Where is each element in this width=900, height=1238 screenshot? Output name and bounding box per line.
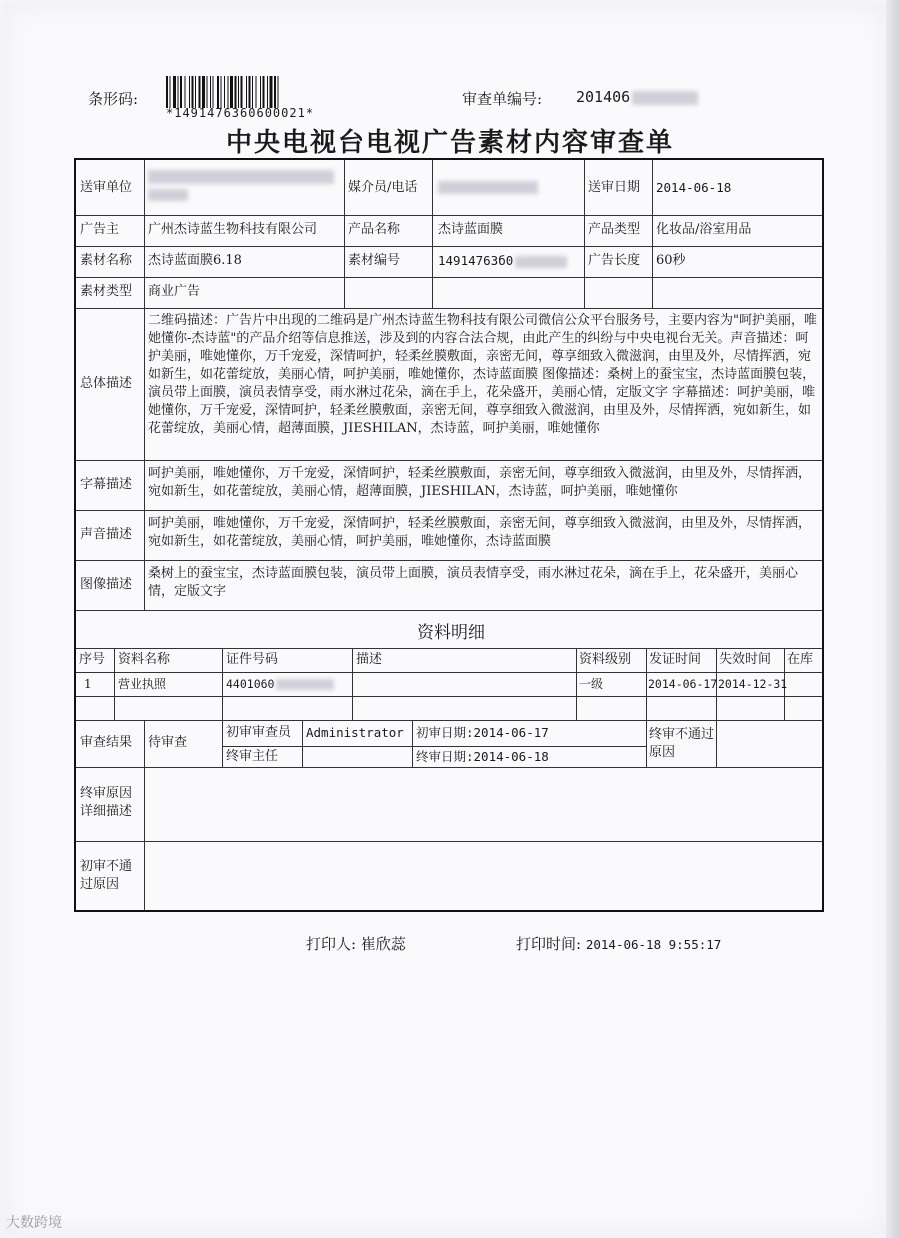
ad-length-label: 广告长度 [588, 253, 641, 268]
subtitle-desc-text: 呵护美丽，唯她懂你，万千宠爱，深情呵护，轻柔丝膜敷面，亲密无间，尊享细致入微滋润，由里及外，尽情挥洒，宛如新生，如花蕾绽放，美丽心情，超薄面膜，JIESHILAN，杰诗蓝，呵护美丽，唯她懂你 [148, 466, 812, 499]
product-name: 杰诗蓝面膜 [438, 222, 504, 237]
overall-text: 二维码描述：广告片中出现的二维码是广州杰诗蓝生物科技有限公司微信公众平台服务号，主要内容为"呵护美丽，唯她懂你-杰诗蓝"的产品介绍等信息推送，涉及到的内容合法合规，由此产生的纠纷与中央电视台无关。声音描述：呵护美丽，唯她懂你，万千宠爱，深情呵护，轻柔丝膜敷面，亲密无间，尊享细致入微滋润，由里及外，尽情挥洒，宛如新生，如花蕾绽放，美丽心情，呵护美丽，唯她懂你，杰诗蓝面膜 图像描述：桑树上的蚕宝宝，杰诗蓝面膜包装，演员带上面膜，演员表情享受，雨水淋过花朵，滴在手上，花朵盛开，美丽心情，定版文字 字幕描述：呵护美丽，唯她懂你，万千宠爱，深情呵护，轻柔丝膜敷面，亲密无间，尊享细致入微滋润，由里及外，尽情挥洒，宛如新生，如花蕾绽放，美丽心情，超薄面膜，JIESHILAN，杰诗蓝，呵护美丽，唯她懂你 [148, 313, 817, 436]
serial-value [576, 88, 698, 106]
material-name: 杰诗蓝面膜6.18 [148, 253, 242, 268]
printer [306, 933, 406, 954]
product-type-label: 产品类型 [588, 222, 641, 237]
image-desc-text: 桑树上的蚕宝宝，杰诗蓝面膜包装，演员带上面膜，演员表情享受，雨水淋过花朵，滴在手上，花朵盛开，美丽心情，定版文字 [148, 566, 799, 599]
first-reviewer-label: 初审审查员 [226, 725, 292, 740]
advertiser-label: 广告主 [80, 222, 120, 237]
material-no-text: 14914763б0 [438, 253, 514, 268]
col-header-no: 序号 [79, 652, 106, 667]
print-time-label: 打印时间: [516, 935, 582, 953]
submitter-label: 送审单位 [80, 180, 133, 195]
product-name-label: 产品名称 [348, 222, 401, 237]
advertiser: 广州杰诗蓝生物科技有限公司 [148, 222, 318, 237]
print-time [516, 933, 721, 954]
first-reviewer: Administrator [306, 725, 404, 740]
final-fail-label: 终审不通过原因 [649, 727, 715, 760]
ad-length: 60秒 [656, 253, 686, 268]
material-type: 商业广告 [148, 284, 201, 299]
watermark-logo [6, 1212, 62, 1232]
details-title: 资料明细 [417, 623, 485, 643]
review-result-value: 待审查 [148, 735, 188, 750]
serial-value-text: 201406 [576, 88, 631, 106]
product-type: 化妆品/浴室用品 [656, 222, 752, 237]
review-form [74, 158, 824, 912]
row-expire: 2014-12-31 [718, 677, 788, 691]
col-header-expire: 失效时间 [719, 652, 772, 667]
row-issue: 2014-06-17 [648, 677, 718, 691]
watermark-text: 大数跨境 [6, 1215, 62, 1231]
review-result-label: 审查结果 [80, 735, 133, 750]
subtitle-desc-label: 字幕描述 [80, 477, 133, 492]
col-header-instock: 在库 [787, 652, 814, 667]
media-label: 媒介员/电话 [348, 180, 418, 195]
barcode-image [166, 76, 362, 108]
row-cert [226, 675, 334, 693]
submit-date: 2014-06-18 [656, 180, 732, 195]
audio-desc-text: 呵护美丽，唯她懂你，万千宠爱，深情呵护，轻柔丝膜敷面，亲密无间，尊享细致入微滋润，由里及外，尽情挥洒，宛如新生，如花蕾绽放，美丽心情，呵护美丽，唯她懂你，杰诗蓝面膜 [148, 516, 812, 549]
printer-name: 崔欣蕊 [360, 935, 406, 953]
first-date: 初审日期:2014-06-17 [416, 725, 549, 740]
document-title: 中央电视台电视广告素材内容审查单 [225, 128, 674, 158]
material-name-label: 素材名称 [80, 253, 133, 268]
col-header-level: 资料级别 [579, 652, 632, 667]
image-desc-label: 图像描述 [80, 577, 133, 592]
final-supervisor-label: 终审主任 [226, 749, 279, 764]
redacted-block [632, 91, 698, 105]
material-no [438, 252, 567, 270]
row-level: 一级 [579, 677, 604, 691]
col-header-issue: 发证时间 [649, 652, 702, 667]
page-edge-shadow [886, 0, 900, 1238]
barcode-label: 条形码: [88, 90, 139, 108]
overall-label: 总体描述 [80, 376, 133, 391]
first-fail-label: 初审不通过原因 [80, 859, 133, 892]
material-no-label: 素材编号 [348, 253, 401, 268]
final-date: 终审日期:2014-06-18 [416, 749, 549, 764]
print-time-value: 2014-06-18 9:55:17 [585, 937, 722, 952]
audio-desc-label: 声音描述 [80, 527, 133, 542]
row-name: 营业执照 [118, 677, 167, 691]
final-reason-label: 终审原因详细描述 [80, 786, 133, 819]
submit-date-label: 送审日期 [588, 180, 641, 195]
material-type-label: 素材类型 [80, 284, 133, 299]
row-no: 1 [84, 677, 92, 691]
printer-label: 打印人: [306, 935, 357, 953]
row-cert-text: 4401060 [226, 677, 275, 691]
serial-label: 审查单编号: [462, 90, 543, 108]
col-header-cert: 证件号码 [226, 652, 279, 667]
col-header-desc: 描述 [356, 652, 383, 667]
col-header-name: 资料名称 [118, 652, 171, 667]
barcode-number: *1491476360600021* [166, 106, 315, 120]
submitter-redacted [148, 168, 334, 204]
media-redacted [438, 179, 538, 197]
